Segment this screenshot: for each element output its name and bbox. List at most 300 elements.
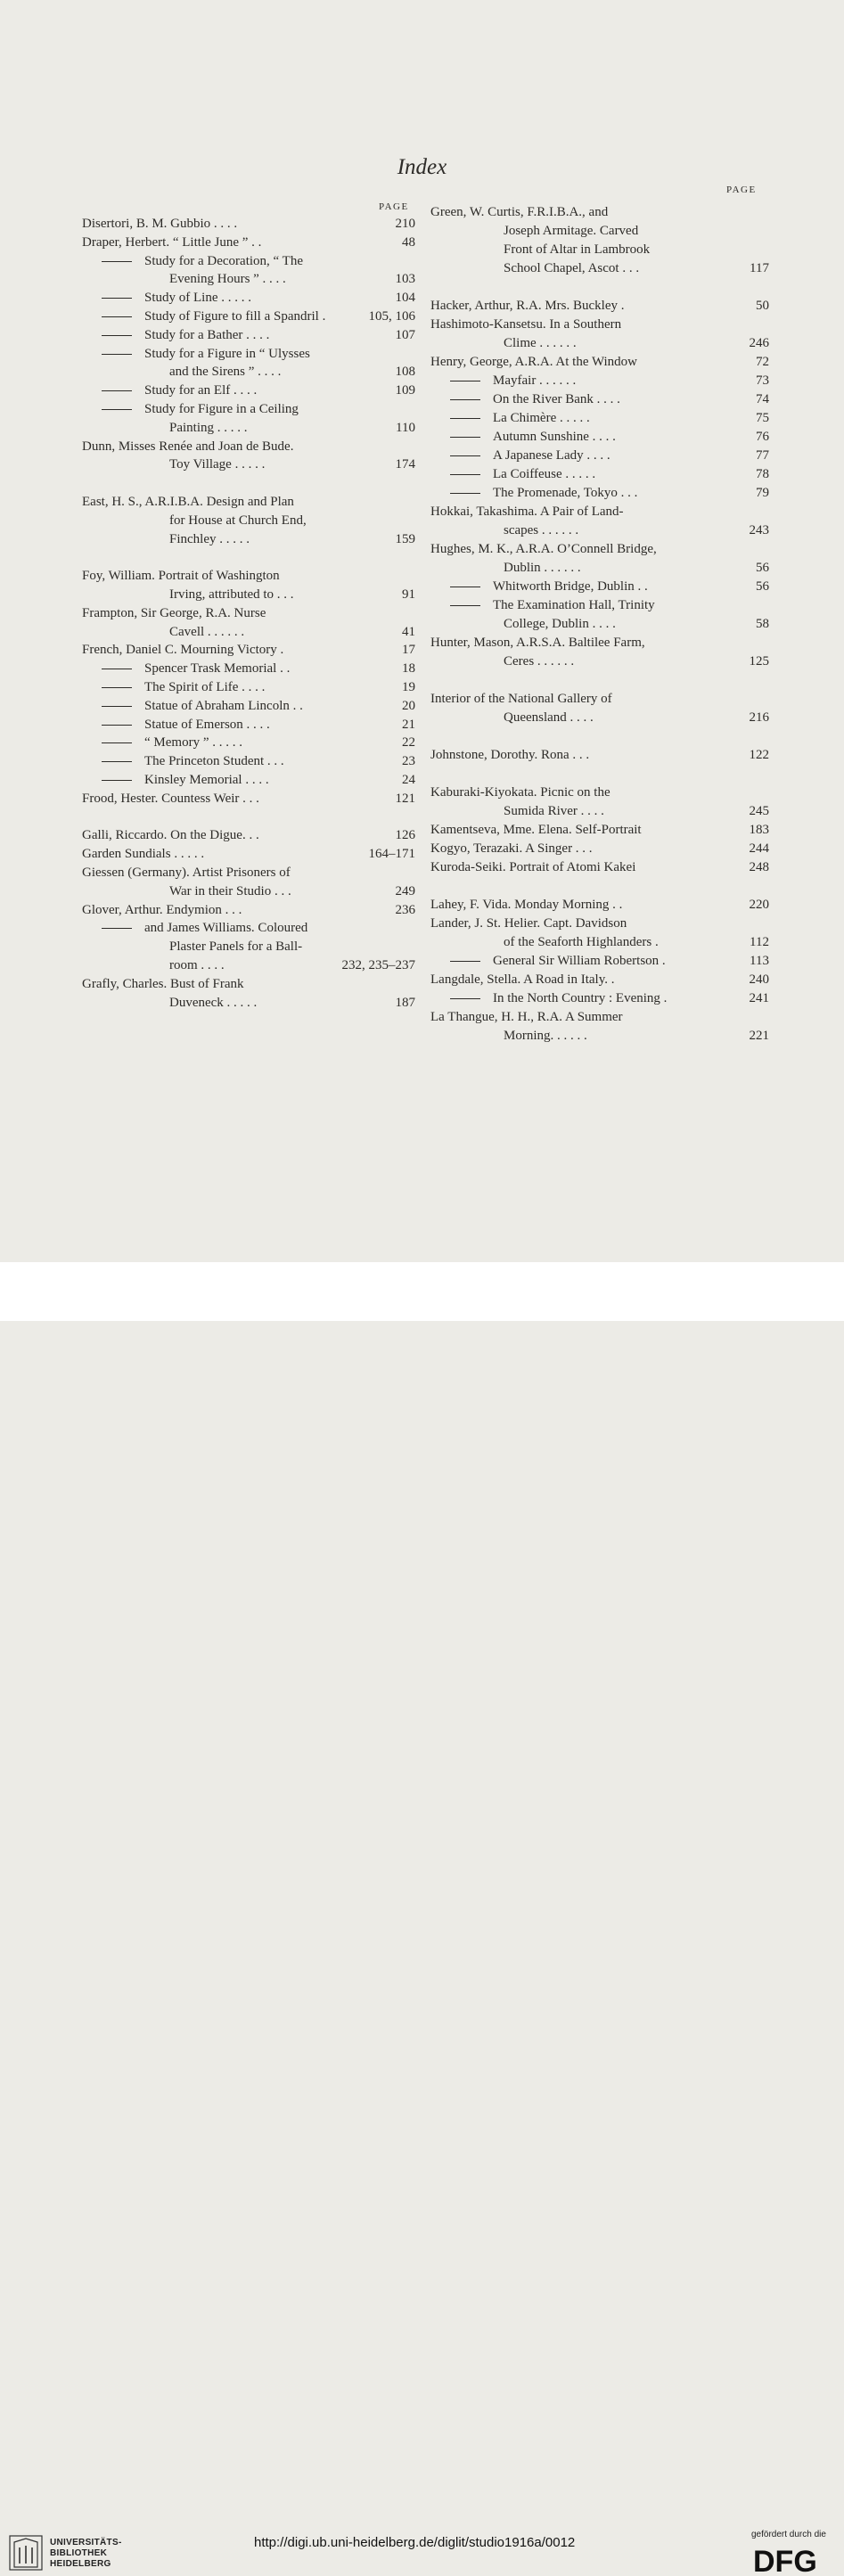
library-name-line-2: BIBLIOTHEK: [50, 2548, 108, 2558]
entry-label: Kuroda-Seiki. Portrait of Atomi Kakei: [430, 860, 636, 874]
entry-text: [450, 390, 620, 409]
index-entry: [430, 409, 771, 428]
entry-page-number: 174: [395, 457, 415, 472]
index-entry: [82, 994, 414, 1013]
index-entry: [82, 864, 414, 882]
entry-text: [430, 316, 621, 334]
index-entry: [82, 548, 414, 567]
entry-page-number: 210: [395, 217, 415, 231]
index-entry: [430, 634, 771, 652]
index-entry: [430, 989, 771, 1008]
ditto-dash: [102, 390, 132, 391]
entry-label: Hughes, M. K., A.R.A. O’Connell Bridge,: [430, 542, 657, 556]
entry-text: [102, 252, 303, 271]
ditto-dash: [450, 418, 480, 419]
entry-label: Spencer Trask Memorial . .: [144, 661, 291, 677]
entry-text: [504, 241, 650, 259]
entry-text: [169, 623, 244, 642]
entry-text: [504, 521, 578, 540]
entry-page-number: 73: [756, 373, 769, 388]
entry-text: [82, 604, 266, 623]
entry-label: Morning. . . . . .: [504, 1029, 587, 1043]
entry-page-number: 105, 106: [368, 309, 415, 324]
entry-label: Front of Altar in Lambrook: [504, 242, 651, 257]
entry-page-number: 79: [756, 486, 769, 500]
entry-label: Hokkai, Takashima. A Pair of Land-: [430, 505, 624, 519]
entry-page-number: 243: [749, 523, 769, 537]
index-entry: [430, 259, 771, 278]
entry-page-number: 112: [750, 935, 769, 949]
page-title: Index: [397, 155, 447, 179]
entry-text: [102, 919, 307, 938]
entry-label: Kaburaki-Kiyokata. Picnic on the: [430, 785, 610, 800]
index-entry: [82, 289, 414, 308]
index-entry: [430, 540, 771, 559]
entry-label: Frood, Hester. Countess Weir . . .: [82, 791, 259, 806]
entry-label: of the Seaforth Highlanders .: [504, 935, 659, 949]
entry-page-number: 58: [756, 617, 769, 631]
entry-label: Queensland . . . .: [504, 710, 594, 725]
entry-text: [169, 270, 286, 289]
entry-label: Dunn, Misses Renée and Joan de Bude.: [82, 439, 294, 454]
entry-label: Study of Line . . . . .: [144, 291, 251, 306]
entry-page-number: 248: [749, 860, 769, 874]
source-url-link[interactable]: http://digi.ub.uni-heidelberg.de/diglit/studio1916a/0012: [254, 2535, 576, 2550]
entry-page-number: 125: [749, 654, 769, 669]
index-entry: [82, 678, 414, 697]
entry-text: [430, 746, 589, 765]
entry-label: Glover, Arthur. Endymion . . .: [82, 902, 242, 917]
entry-page-number: 164–171: [368, 847, 415, 862]
entry-page-number: 23: [402, 754, 415, 769]
index-entry: [430, 578, 771, 596]
entry-label: Joseph Armitage. Carved: [504, 224, 639, 238]
entry-text: [504, 615, 616, 634]
entry-label: Mayfair . . . . . .: [493, 373, 577, 388]
footer-bar: [0, 1262, 844, 2576]
ditto-dash: [450, 998, 480, 999]
index-entry: [82, 419, 414, 438]
entry-text: [504, 259, 639, 278]
index-entry: [430, 428, 771, 447]
index-entry: [82, 493, 414, 512]
entry-page-number: 75: [756, 411, 769, 425]
index-entry: [430, 840, 771, 858]
entry-page-number: 48: [402, 234, 415, 250]
entry-page-number: 187: [395, 995, 415, 1010]
index-entry: [430, 971, 771, 989]
right-page-label: PAGE: [726, 185, 757, 195]
entry-page-number: 216: [749, 710, 769, 725]
entry-text: [430, 858, 635, 877]
entry-text: [504, 709, 594, 727]
index-entry: [430, 746, 771, 765]
entry-text: [450, 465, 595, 484]
entry-text: [450, 372, 576, 390]
entry-page-number: 221: [749, 1029, 769, 1043]
entry-label: Dublin . . . . . .: [504, 561, 581, 575]
entry-page-number: 91: [402, 587, 415, 602]
entry-label: East, H. S., A.R.I.B.A. Design and Plan: [82, 495, 294, 509]
entry-label: Study for a Decoration, “ The: [144, 253, 304, 268]
entry-text: [430, 840, 593, 858]
entry-label: The Princeton Student . . .: [144, 754, 284, 769]
index-entry: [82, 252, 414, 271]
entry-text: [450, 484, 637, 503]
entry-label: Hashimoto-Kansetsu. In a Southern: [430, 317, 622, 332]
entry-text: [102, 308, 325, 326]
entry-page-number: 18: [402, 661, 415, 677]
ditto-dash: [102, 261, 132, 262]
index-entry: [82, 326, 414, 345]
index-entry: [430, 671, 771, 690]
ditto-dash: [102, 706, 132, 707]
entry-label: Study for a Bather . . . .: [144, 327, 270, 342]
entry-label: Draper, Herbert. “ Little June ” . .: [82, 234, 262, 250]
index-entry: [82, 845, 414, 864]
index-entry: [82, 604, 414, 623]
index-entry: [82, 956, 414, 975]
index-entry: [82, 734, 414, 752]
entry-label: Plaster Panels for a Ball-: [169, 939, 303, 955]
index-entry: [430, 353, 771, 372]
entry-label: “ Memory ” . . . . .: [144, 735, 242, 751]
entry-page-number: 21: [402, 717, 415, 732]
ditto-dash: [102, 687, 132, 688]
index-entry: [430, 372, 771, 390]
entry-page-number: 78: [756, 467, 769, 481]
entry-page-number: 56: [756, 579, 769, 594]
library-name-line-1: UNIVERSITÄTS-: [50, 2538, 122, 2547]
entry-label: Whitworth Bridge, Dublin . .: [493, 579, 648, 594]
index-entry: [82, 623, 414, 642]
entry-label: Finchley . . . . .: [169, 531, 250, 546]
entry-text: [82, 901, 242, 920]
entry-text: [450, 409, 590, 428]
index-entry: [430, 1008, 771, 1027]
entry-text: [102, 660, 290, 678]
entry-label: and the Sirens ” . . . .: [169, 365, 282, 380]
index-entry: [82, 771, 414, 790]
entry-label: Garden Sundials . . . . .: [82, 847, 205, 862]
entry-label: Hacker, Arthur, R.A. Mrs. Buckley .: [430, 299, 625, 313]
entry-page-number: 50: [756, 299, 769, 313]
index-entry: [430, 615, 771, 634]
entry-label: Lahey, F. Vida. Monday Morning . .: [430, 898, 623, 912]
entry-label: La Chimère . . . . .: [493, 411, 590, 425]
entry-text: [102, 716, 270, 734]
entry-page-number: 17: [402, 643, 415, 658]
index-entry: [430, 709, 771, 727]
index-entry: [82, 381, 414, 400]
entry-label: French, Daniel C. Mourning Victory .: [82, 643, 284, 658]
index-entry: [82, 363, 414, 381]
entry-page-number: 236: [395, 902, 415, 917]
entry-page-number: 77: [756, 448, 769, 463]
entry-label: Clime . . . . . .: [504, 336, 577, 350]
index-entry: [82, 790, 414, 808]
index-entry: [430, 596, 771, 615]
index-entry: [82, 512, 414, 530]
entry-label: Green, W. Curtis, F.R.I.B.A., and: [430, 205, 609, 219]
index-entry: [82, 345, 414, 364]
entry-text: [102, 697, 303, 716]
entry-page-number: 56: [756, 561, 769, 575]
index-entry: [430, 241, 771, 259]
index-entry: [430, 690, 771, 709]
ditto-dash: [102, 335, 132, 336]
entry-text: [430, 634, 645, 652]
entry-label: On the River Bank . . . .: [493, 392, 620, 406]
entry-text: [82, 641, 283, 660]
index-entry: [430, 952, 771, 971]
entry-label: Painting . . . . .: [169, 420, 248, 435]
index-entry: [82, 919, 414, 938]
entry-label: Sumida River . . . .: [504, 804, 604, 818]
entry-text: [169, 882, 291, 901]
index-entry: [82, 530, 414, 549]
index-entry: [82, 455, 414, 474]
ditto-dash: [102, 409, 132, 410]
index-entry: [430, 222, 771, 241]
index-entry: [82, 215, 414, 234]
index-entry: [430, 802, 771, 821]
entry-label: Evening Hours ” . . . .: [169, 272, 286, 287]
index-entry: [430, 765, 771, 783]
entry-page-number: 245: [749, 804, 769, 818]
index-entry: [82, 808, 414, 827]
ditto-dash: [450, 455, 480, 456]
entry-page-number: 110: [396, 420, 415, 435]
entry-page-number: 24: [402, 773, 415, 787]
index-entry: [430, 877, 771, 896]
index-entry: [82, 641, 414, 660]
entry-text: [102, 400, 299, 419]
entry-text: [504, 652, 574, 671]
index-entry: [82, 660, 414, 678]
entry-label: Ceres . . . . . .: [504, 654, 575, 669]
entry-text: [169, 530, 250, 549]
index-entry: [430, 915, 771, 933]
entry-label: for House at Church End,: [169, 513, 307, 528]
index-entry: [430, 203, 771, 222]
index-entry: [82, 975, 414, 994]
index-entry: [430, 390, 771, 409]
entry-text: [82, 493, 294, 512]
entry-page-number: 241: [749, 991, 769, 1005]
index-entry: [430, 727, 771, 746]
library-name-line-3: HEIDELBERG: [50, 2559, 111, 2569]
entry-page-number: 72: [756, 355, 769, 369]
entry-label: Study of Figure to fill a Spandril .: [144, 309, 326, 324]
entry-label: room . . . .: [169, 958, 225, 972]
entry-label: Toy Village . . . . .: [169, 457, 266, 472]
entry-label: The Promenade, Tokyo . . .: [493, 486, 638, 500]
entry-label: and James Williams. Coloured: [144, 921, 308, 936]
entry-page-number: 108: [395, 365, 415, 380]
entry-text: [504, 1027, 587, 1046]
index-entry: [82, 826, 414, 845]
entry-page-number: 74: [756, 392, 769, 406]
entry-text: [169, 512, 307, 530]
entry-label: Study for an Elf . . . .: [144, 383, 258, 398]
entry-text: [504, 559, 581, 578]
index-entry: [82, 716, 414, 734]
index-entry: [82, 234, 414, 252]
entry-text: [82, 567, 280, 586]
entry-label: In the North Country : Evening .: [493, 991, 668, 1005]
entry-page-number: 240: [749, 972, 769, 987]
index-entry: [82, 474, 414, 493]
entry-page-number: 246: [749, 336, 769, 350]
ditto-dash: [450, 961, 480, 962]
entry-text: [450, 989, 667, 1008]
entry-page-number: 20: [402, 698, 415, 713]
entry-label: Frampton, Sir George, R.A. Nurse: [82, 605, 266, 620]
entry-page-number: 22: [402, 735, 415, 751]
index-entry: [82, 270, 414, 289]
entry-label: Disertori, B. M. Gubbio . . . .: [82, 217, 238, 231]
entry-label: School Chapel, Ascot . . .: [504, 261, 640, 275]
left-page-label: PAGE: [379, 201, 409, 212]
entry-text: [102, 734, 242, 752]
entry-text: [450, 578, 648, 596]
ditto-dash: [450, 437, 480, 438]
entry-label: The Examination Hall, Trinity: [493, 598, 655, 612]
entry-page-number: 19: [402, 680, 415, 694]
entry-label: Hunter, Mason, A.R.S.A. Baltilee Farm,: [430, 636, 645, 650]
index-entry: [82, 567, 414, 586]
entry-page-number: 220: [749, 898, 769, 912]
entry-text: [102, 289, 251, 308]
index-entry: [430, 652, 771, 671]
entry-label: Foy, William. Portrait of Washington: [82, 569, 280, 584]
entry-text: [82, 975, 244, 994]
entry-label: Grafly, Charles. Bust of Frank: [82, 976, 244, 991]
index-entry: [430, 783, 771, 802]
entry-text: [430, 821, 642, 840]
entry-label: Langdale, Stella. A Road in Italy. .: [430, 972, 615, 987]
entry-label: Duveneck . . . . .: [169, 995, 258, 1010]
entry-text: [82, 234, 261, 252]
entry-text: [450, 952, 666, 971]
entry-label: Henry, George, A.R.A. At the Window: [430, 355, 638, 369]
entry-text: [504, 222, 638, 241]
entry-text: [504, 334, 577, 353]
index-entry: [430, 821, 771, 840]
index-entry: [430, 521, 771, 540]
entry-text: [169, 586, 294, 604]
entry-text: [450, 596, 655, 615]
entry-label: Galli, Riccardo. On the Digue. . .: [82, 828, 259, 843]
entry-text: [430, 1008, 623, 1027]
dfg-logo-text: DFG: [753, 2545, 817, 2576]
ditto-dash: [102, 316, 132, 317]
entry-label: College, Dublin . . . .: [504, 617, 616, 631]
entry-text: [102, 326, 269, 345]
entry-text: [169, 956, 225, 975]
scanned-page: [0, 0, 844, 1262]
entry-label: A Japanese Lady . . . .: [493, 448, 610, 463]
index-entry: [430, 465, 771, 484]
entry-page-number: 121: [395, 791, 415, 806]
entry-label: Study for a Figure in “ Ulysses: [144, 346, 310, 361]
ditto-dash: [102, 780, 132, 781]
index-entry: [430, 297, 771, 316]
ditto-dash: [450, 399, 480, 400]
index-entry: [82, 586, 414, 604]
index-entry: [430, 334, 771, 353]
entry-page-number: 109: [395, 383, 415, 398]
entry-text: [430, 783, 610, 802]
index-entry: [430, 933, 771, 952]
entry-label: War in their Studio . . .: [169, 883, 291, 898]
entry-text: [430, 896, 622, 915]
entry-text: [430, 690, 612, 709]
entry-label: Lander, J. St. Helier. Capt. Davidson: [430, 916, 627, 931]
entry-text: [82, 438, 293, 456]
funding-note: gefördert durch die: [751, 2530, 826, 2539]
index-entry: [82, 438, 414, 456]
index-entry: [82, 697, 414, 716]
ditto-dash: [450, 493, 480, 494]
dfg-logo: [751, 2542, 832, 2576]
entry-label: Kinsley Memorial . . . .: [144, 773, 269, 787]
entry-page-number: 117: [750, 261, 769, 275]
index-entry: [430, 278, 771, 297]
index-entry: [430, 1027, 771, 1046]
entry-text: [450, 447, 610, 465]
entry-text: [430, 971, 614, 989]
entry-label: Irving, attributed to . . .: [169, 587, 294, 602]
entry-text: [102, 345, 310, 364]
entry-text: [430, 503, 624, 521]
index-entry: [82, 901, 414, 920]
entry-label: Study for Figure in a Ceiling: [144, 402, 299, 416]
ditto-dash: [450, 605, 480, 606]
entry-page-number: 159: [395, 531, 415, 546]
entry-page-number: 113: [750, 954, 769, 968]
entry-label: Interior of the National Gallery of: [430, 692, 612, 706]
entry-label: Giessen (Germany). Artist Prisoners of: [82, 866, 291, 880]
ditto-dash: [102, 354, 132, 355]
entry-text: [430, 915, 627, 933]
entry-page-number: 76: [756, 430, 769, 444]
entry-text: [430, 540, 657, 559]
entry-label: Autumn Sunshine . . . .: [493, 430, 616, 444]
entry-label: Statue of Abraham Lincoln . .: [144, 698, 303, 713]
entry-text: [504, 802, 604, 821]
index-entry: [82, 882, 414, 901]
entry-page-number: 122: [749, 748, 769, 762]
index-entry: [82, 308, 414, 326]
entry-text: [169, 938, 302, 956]
index-entry: [430, 316, 771, 334]
index-entry: [430, 858, 771, 877]
entry-label: Kogyo, Terazaki. A Singer . . .: [430, 841, 593, 856]
ditto-dash: [102, 725, 132, 726]
entry-text: [82, 864, 291, 882]
entry-text: [504, 933, 659, 952]
entry-text: [102, 678, 265, 697]
index-entry: [430, 484, 771, 503]
index-entry: [82, 752, 414, 771]
entry-text: [430, 203, 608, 222]
index-entry: [82, 400, 414, 419]
entry-text: [430, 297, 625, 316]
entry-page-number: 249: [395, 883, 415, 898]
entry-page-number: 232, 235–237: [341, 958, 415, 972]
